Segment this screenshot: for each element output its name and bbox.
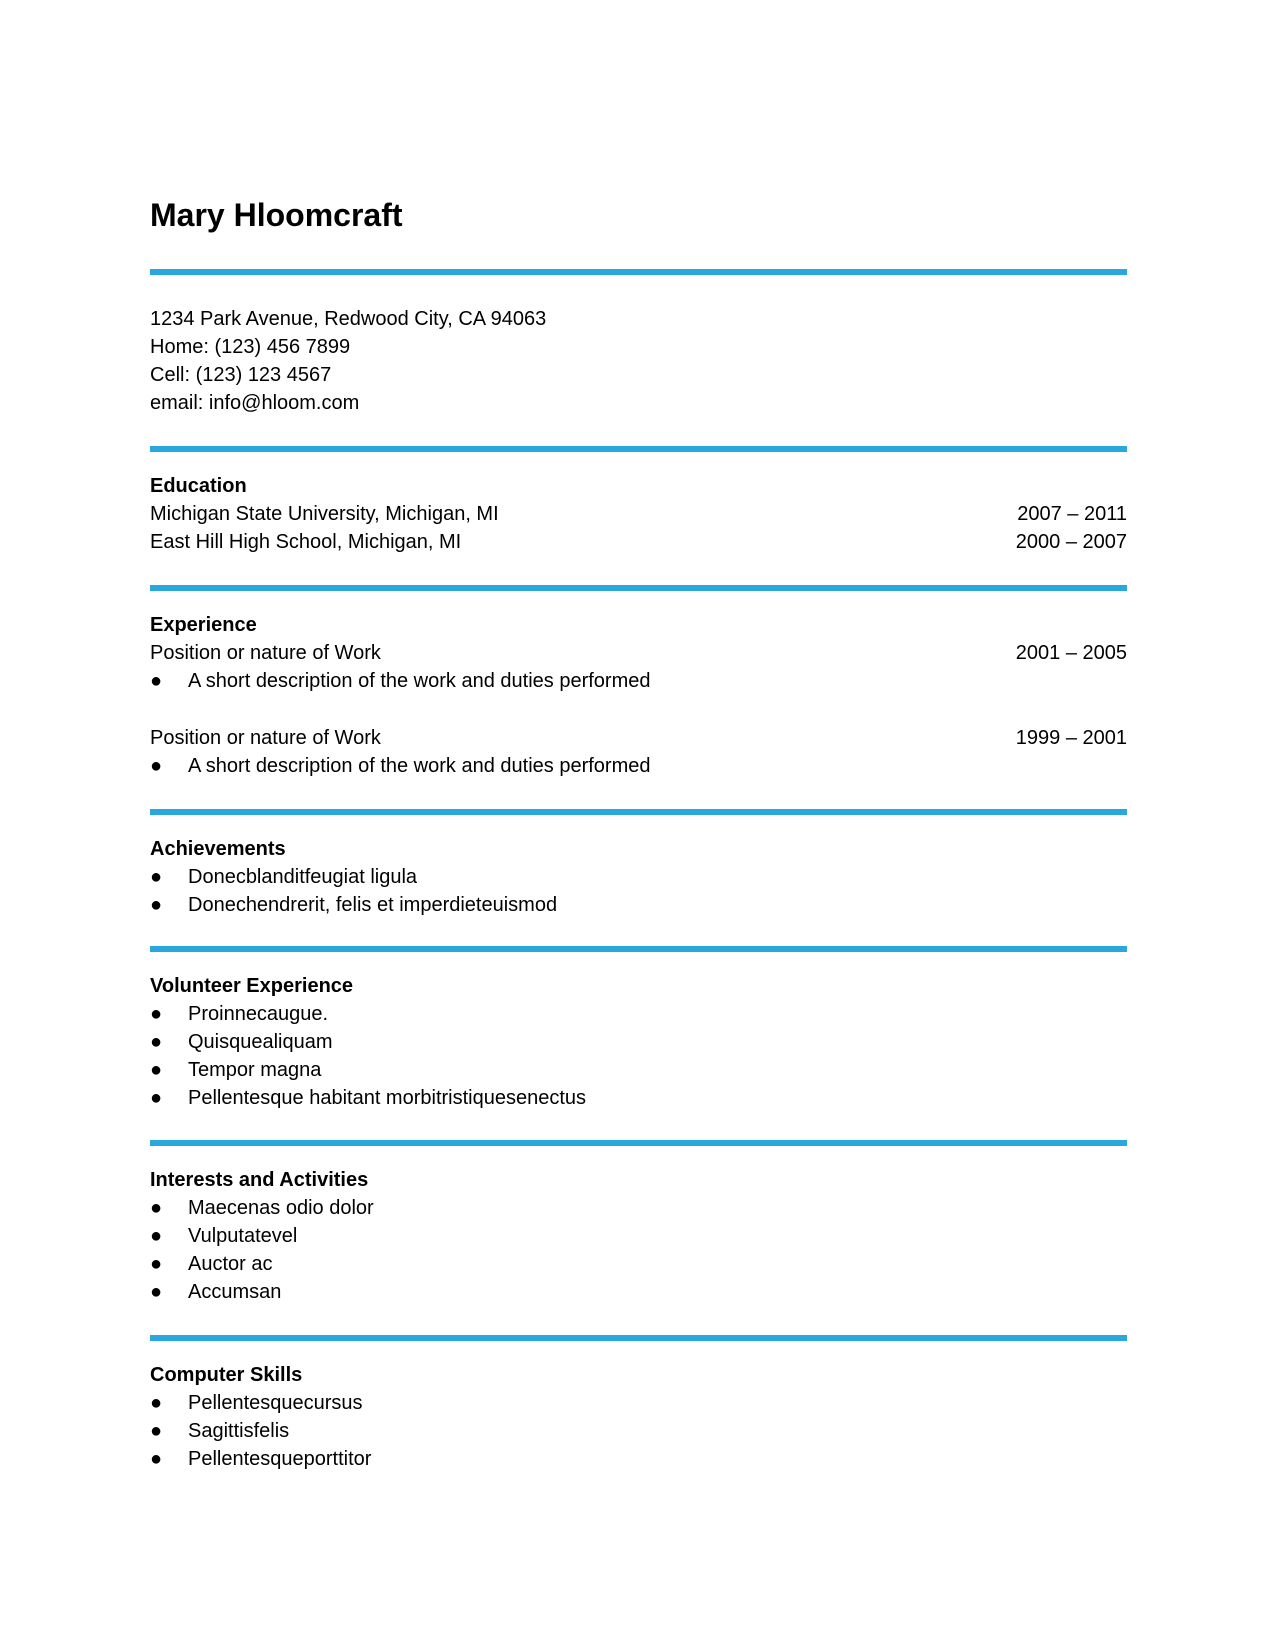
skills-section bbox=[150, 1361, 1127, 1473]
list-item bbox=[150, 1445, 1127, 1473]
experience-entry bbox=[150, 639, 1127, 667]
section-divider bbox=[150, 946, 1127, 952]
bullet-icon: ● bbox=[150, 866, 163, 888]
bullet-icon: ● bbox=[150, 1003, 163, 1025]
experience-dates: 2001 – 2005 bbox=[1015, 642, 1127, 664]
bullet-icon: ● bbox=[150, 1197, 163, 1219]
experience-description-text: A short description of the work and duties performed bbox=[188, 670, 651, 692]
experience-description-text: A short description of the work and duties performed bbox=[188, 755, 651, 777]
list-item bbox=[150, 1084, 1127, 1112]
interests-heading: Interests and Activities bbox=[150, 1169, 369, 1191]
education-entry bbox=[150, 528, 1127, 556]
education-dates: 2007 – 2011 bbox=[1017, 503, 1127, 525]
list-item-text: Pellentesqueporttitor bbox=[188, 1448, 372, 1470]
bullet-icon: ● bbox=[150, 1253, 163, 1275]
experience-section bbox=[150, 611, 1127, 780]
list-item-text: Donechendrerit, felis et imperdieteuismod bbox=[188, 894, 558, 916]
list-item bbox=[150, 1056, 1127, 1084]
bullet-icon: ● bbox=[150, 1281, 163, 1303]
list-item bbox=[150, 1389, 1127, 1417]
experience-description bbox=[150, 667, 1127, 695]
bullet-icon: ● bbox=[150, 1225, 163, 1247]
section-divider bbox=[150, 269, 1127, 275]
list-item-text: Accumsan bbox=[188, 1281, 282, 1303]
contact-address: 1234 Park Avenue, Redwood City, CA 94063 bbox=[150, 308, 547, 330]
bullet-icon: ● bbox=[150, 1420, 163, 1442]
experience-position: Position or nature of Work bbox=[150, 727, 381, 749]
list-item bbox=[150, 1250, 1127, 1278]
section-divider bbox=[150, 446, 1127, 452]
education-dates: 2000 – 2007 bbox=[1015, 531, 1127, 553]
bullet-icon: ● bbox=[150, 1031, 163, 1053]
experience-heading: Experience bbox=[150, 614, 257, 636]
education-entry bbox=[150, 500, 1127, 528]
list-item bbox=[150, 1000, 1127, 1028]
list-item-text: Donecblanditfeugiat ligula bbox=[188, 866, 418, 888]
list-item bbox=[150, 1028, 1127, 1056]
section-divider bbox=[150, 1140, 1127, 1146]
skills-heading: Computer Skills bbox=[150, 1364, 303, 1386]
education-heading: Education bbox=[150, 475, 247, 497]
list-item-text: Quisquealiquam bbox=[188, 1031, 333, 1053]
contact-block bbox=[150, 305, 1127, 417]
volunteer-heading: Volunteer Experience bbox=[150, 975, 354, 997]
experience-dates: 1999 – 2001 bbox=[1015, 727, 1127, 749]
experience-position: Position or nature of Work bbox=[150, 642, 381, 664]
list-item bbox=[150, 891, 1127, 919]
contact-cell-phone: Cell: (123) 123 4567 bbox=[150, 364, 332, 386]
resume-page bbox=[150, 0, 1127, 1650]
education-section bbox=[150, 472, 1127, 556]
list-item-text: Maecenas odio dolor bbox=[188, 1197, 374, 1219]
list-item-text: Pellentesque habitant morbitristiquesenectus bbox=[188, 1087, 587, 1109]
volunteer-section bbox=[150, 972, 1127, 1112]
bullet-icon: ● bbox=[150, 670, 163, 692]
resume-name: Mary Hloomcraft bbox=[150, 197, 403, 233]
contact-home-phone: Home: (123) 456 7899 bbox=[150, 336, 351, 358]
achievements-section bbox=[150, 835, 1127, 919]
bullet-icon: ● bbox=[150, 755, 163, 777]
education-school: Michigan State University, Michigan, MI bbox=[150, 503, 499, 525]
list-item bbox=[150, 1278, 1127, 1306]
list-item-text: Proinnecaugue. bbox=[188, 1003, 329, 1025]
section-divider bbox=[150, 585, 1127, 591]
list-item-text: Auctor ac bbox=[188, 1253, 273, 1275]
bullet-icon: ● bbox=[150, 1087, 163, 1109]
list-item-text: Vulputatevel bbox=[188, 1225, 298, 1247]
bullet-icon: ● bbox=[150, 1392, 163, 1414]
bullet-icon: ● bbox=[150, 1059, 163, 1081]
contact-email: email: info@hloom.com bbox=[150, 392, 360, 414]
experience-entry bbox=[150, 724, 1127, 752]
list-item-text: Pellentesquecursus bbox=[188, 1392, 363, 1414]
list-item bbox=[150, 863, 1127, 891]
section-divider bbox=[150, 1335, 1127, 1341]
experience-description bbox=[150, 752, 1127, 780]
achievements-heading: Achievements bbox=[150, 838, 286, 860]
interests-section bbox=[150, 1166, 1127, 1306]
list-item bbox=[150, 1222, 1127, 1250]
list-item bbox=[150, 1194, 1127, 1222]
bullet-icon: ● bbox=[150, 1448, 163, 1470]
list-item bbox=[150, 1417, 1127, 1445]
education-school: East Hill High School, Michigan, MI bbox=[150, 531, 462, 553]
section-divider bbox=[150, 809, 1127, 815]
bullet-icon: ● bbox=[150, 894, 163, 916]
list-item-text: Tempor magna bbox=[188, 1059, 322, 1081]
list-item-text: Sagittisfelis bbox=[188, 1420, 290, 1442]
